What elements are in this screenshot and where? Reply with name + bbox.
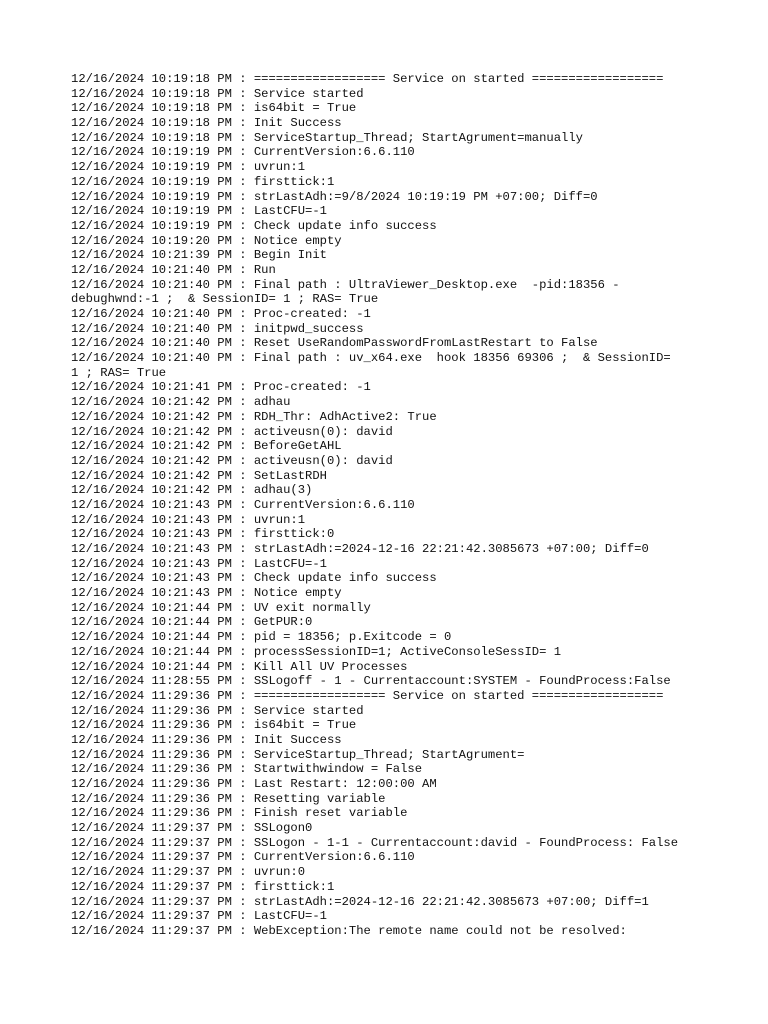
- log-line: 12/16/2024 10:19:19 PM : strLastAdh:=9/8/2024 10:19:19 PM +07:00; Diff=0: [71, 189, 598, 204]
- log-line: 12/16/2024 10:21:39 PM : Begin Init: [71, 248, 327, 263]
- log-line: 12/16/2024 11:29:37 PM : WebException:The remote name could not be resolved:: [71, 923, 627, 938]
- log-line: 12/16/2024 10:21:42 PM : adhau: [71, 395, 291, 410]
- log-line: 12/16/2024 11:29:36 PM : Resetting variable: [71, 791, 386, 806]
- log-line: 12/16/2024 10:19:19 PM : CurrentVersion:6.6.110: [71, 145, 415, 160]
- log-line: 12/16/2024 11:29:36 PM : is64bit = True: [71, 718, 357, 733]
- log-line: 12/16/2024 11:29:36 PM : ================== Service on started ==================: [71, 688, 664, 703]
- log-line: 12/16/2024 10:19:19 PM : firsttick:1: [71, 174, 335, 189]
- log-line: 12/16/2024 10:19:19 PM : Check update info success: [71, 218, 437, 233]
- log-line: 12/16/2024 10:21:41 PM : Proc-created: -1: [71, 380, 371, 395]
- log-line: 12/16/2024 11:29:37 PM : SSLogon - 1-1 - Currentaccount:david - FoundProcess: False: [71, 835, 679, 850]
- log-line: 12/16/2024 10:21:40 PM : initpwd_success: [71, 321, 364, 336]
- log-line: 12/16/2024 10:19:19 PM : LastCFU=-1: [71, 204, 327, 219]
- log-line: 12/16/2024 11:29:37 PM : LastCFU=-1: [71, 909, 327, 924]
- log-line: 12/16/2024 11:29:36 PM : Last Restart: 12:00:00 AM: [71, 777, 437, 791]
- log-line: 12/16/2024 11:29:36 PM : Finish reset variable: [71, 806, 408, 821]
- log-line: 12/16/2024 11:29:36 PM : ServiceStartup_Thread; StartAgrument=: [71, 747, 525, 762]
- log-line: 12/16/2024 10:21:43 PM : CurrentVersion:6.6.110: [71, 497, 415, 512]
- log-line: 12/16/2024 10:21:42 PM : RDH_Thr: AdhActive2: True: [71, 409, 437, 424]
- log-line: 12/16/2024 10:21:42 PM : SetLastRDH: [71, 468, 327, 483]
- log-line: 12/16/2024 11:29:36 PM : Init Success: [71, 732, 342, 747]
- log-line: 12/16/2024 10:21:40 PM : Reset UseRandomPasswordFromLastRestart to False: [71, 336, 598, 351]
- log-line: 12/16/2024 11:29:37 PM : CurrentVersion:6.6.110: [71, 850, 415, 865]
- log-line: 12/16/2024 10:21:43 PM : firsttick:0: [71, 527, 335, 542]
- log-line: 12/16/2024 10:21:43 PM : uvrun:1: [71, 512, 306, 527]
- log-line: 12/16/2024 11:29:37 PM : strLastAdh:=2024-12-16 22:21:42.3085673 +07:00; Diff=1: [71, 894, 649, 909]
- log-line: 12/16/2024 10:19:18 PM : ================== Service on started ==================: [71, 72, 664, 86]
- log-line: 12/16/2024 11:29:36 PM : Service started: [71, 703, 364, 718]
- log-line: 12/16/2024 10:21:44 PM : UV exit normally: [71, 600, 371, 615]
- log-line: 12/16/2024 10:21:42 PM : adhau(3): [71, 483, 313, 498]
- log-line: 1 ; RAS= True: [71, 365, 167, 380]
- log-line: 12/16/2024 10:21:44 PM : Kill All UV Processes: [71, 659, 408, 674]
- log-line: 12/16/2024 10:21:40 PM : Run: [71, 262, 276, 277]
- log-line: 12/16/2024 10:21:44 PM : processSessionID=1; ActiveConsoleSessID= 1: [71, 644, 562, 659]
- log-line: 12/16/2024 11:29:37 PM : firsttick:1: [71, 879, 335, 894]
- log-line: 12/16/2024 10:21:42 PM : activeusn(0): david: [71, 453, 393, 468]
- log-line: 12/16/2024 10:21:42 PM : BeforeGetAHL: [71, 439, 342, 454]
- log-line: 12/16/2024 10:21:42 PM : activeusn(0): david: [71, 424, 393, 439]
- log-line: 12/16/2024 10:19:19 PM : uvrun:1: [71, 160, 306, 175]
- log-line: 12/16/2024 10:19:18 PM : is64bit = True: [71, 101, 357, 116]
- log-text-body: [71, 72, 711, 939]
- log-line: 12/16/2024 10:21:44 PM : pid = 18356; p.Exitcode = 0: [71, 630, 452, 645]
- log-line: 12/16/2024 11:28:55 PM : SSLogoff - 1 - Currentaccount:SYSTEM - FoundProcess:False: [71, 674, 671, 689]
- log-line: 12/16/2024 10:21:40 PM : Proc-created: -1: [71, 307, 371, 321]
- log-line: 12/16/2024 10:21:40 PM : Final path : uv_x64.exe hook 18356 69306 ; & SessionID=: [71, 351, 671, 366]
- log-line: 12/16/2024 10:21:40 PM : Final path : UltraViewer_Desktop.exe -pid:18356 -: [71, 277, 620, 292]
- log-line: 12/16/2024 10:19:18 PM : Service started: [71, 86, 364, 101]
- log-line: 12/16/2024 10:19:18 PM : ServiceStartup_Thread; StartAgrument=manually: [71, 130, 583, 145]
- log-line: 12/16/2024 10:21:43 PM : Notice empty: [71, 586, 342, 601]
- log-line: 12/16/2024 10:21:43 PM : LastCFU=-1: [71, 556, 327, 571]
- log-line: 12/16/2024 10:19:20 PM : Notice empty: [71, 233, 342, 248]
- log-line: 12/16/2024 10:21:44 PM : GetPUR:0: [71, 615, 313, 630]
- log-line: 12/16/2024 11:29:37 PM : SSLogon0: [71, 821, 313, 836]
- log-line: 12/16/2024 10:19:18 PM : Init Success: [71, 116, 342, 131]
- log-line: 12/16/2024 11:29:36 PM : Startwithwindow = False: [71, 762, 423, 777]
- log-line: debughwnd:-1 ; & SessionID= 1 ; RAS= True: [71, 292, 379, 307]
- log-line: 12/16/2024 10:21:43 PM : strLastAdh:=2024-12-16 22:21:42.3085673 +07:00; Diff=0: [71, 542, 649, 556]
- log-line: 12/16/2024 11:29:37 PM : uvrun:0: [71, 865, 306, 880]
- log-line: 12/16/2024 10:21:43 PM : Check update info success: [71, 571, 437, 586]
